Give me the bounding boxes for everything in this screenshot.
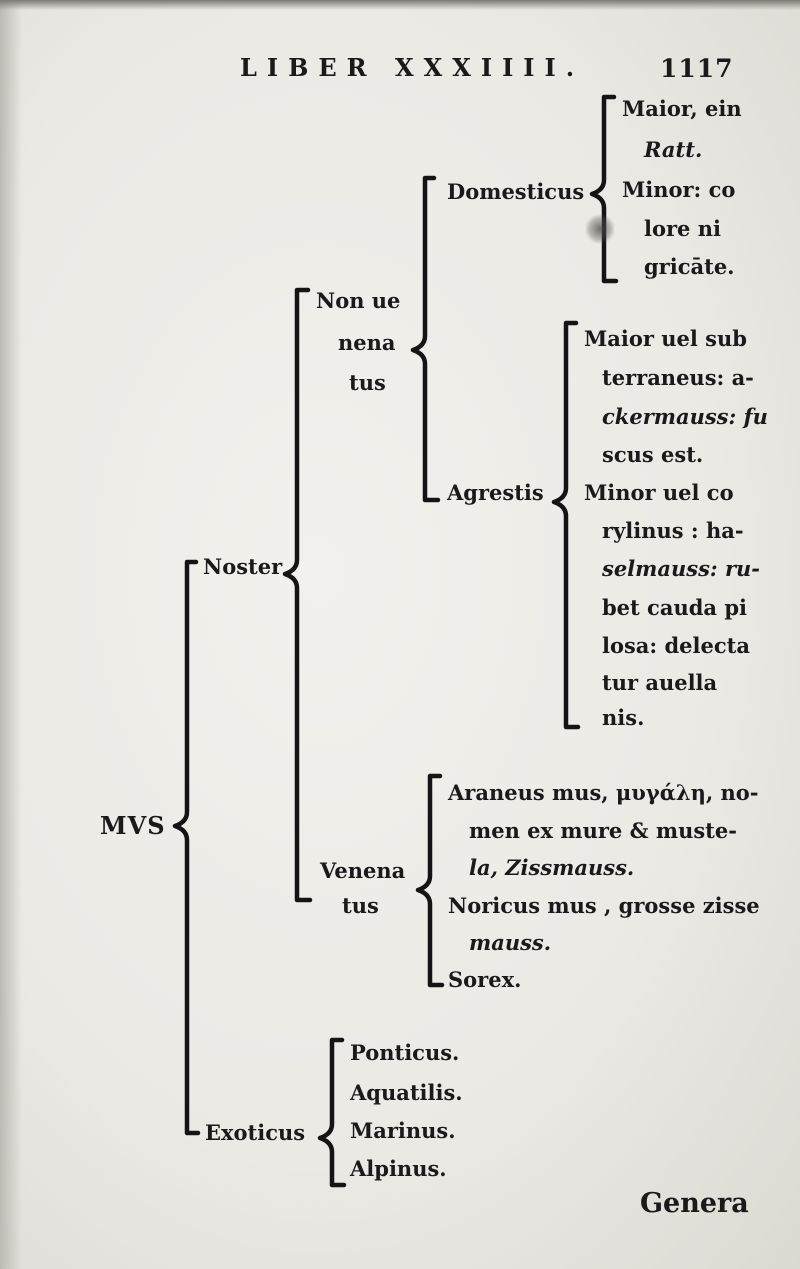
agrestis-minor-line4: bet cauda pi (602, 595, 747, 620)
label-agrestis: Agrestis (447, 480, 544, 505)
label-domesticus: Domesticus (447, 179, 585, 204)
label-exoticus: Exoticus (205, 1120, 306, 1145)
uenenatus-araneus-line1: Araneus mus, μυγάλη, no- (448, 780, 759, 805)
label-uenenatus-line1: Venena (320, 858, 406, 883)
brace-domesticus (592, 97, 616, 281)
page-number: 1117 (660, 54, 734, 83)
exoticus-alpinus: Alpinus. (350, 1156, 447, 1181)
agrestis-maior-line4: scus est. (602, 442, 704, 467)
uenenatus-noricus-line2: mauss. (469, 930, 552, 955)
brace-exoticus (320, 1040, 344, 1185)
label-non-uenenatus-line3: tus (349, 370, 386, 395)
domesticus-minor-line3: gricāte. (644, 254, 735, 279)
root-label-mus: MVS (100, 811, 166, 840)
brace-non-uenenatus (413, 178, 438, 500)
label-noster: Noster (203, 554, 283, 579)
agrestis-maior-line1: Maior uel sub (584, 326, 747, 351)
ink-smudge (585, 214, 615, 244)
domesticus-minor-line2: lore ni (644, 216, 721, 241)
catchword: Genera (640, 1188, 749, 1219)
brace-venenatus (418, 776, 442, 985)
domesticus-maior-line1: Maior, ein (622, 96, 742, 121)
running-title: LIBER XXXIIII. (240, 53, 585, 82)
uenenatus-araneus-line3: la, Zissmauss. (469, 855, 635, 880)
label-uenenatus-line2: tus (342, 893, 379, 918)
label-non-uenenatus-line2: nena (338, 330, 396, 355)
uenenatus-noricus-line1: Noricus mus , grosse zisse (448, 893, 760, 918)
exoticus-marinus: Marinus. (350, 1118, 456, 1143)
domesticus-maior-line2: Ratt. (644, 137, 703, 162)
agrestis-maior-line3: ckermauss: fu (602, 404, 768, 429)
agrestis-minor-line6: tur auella (602, 670, 718, 695)
agrestis-minor-line7: nis. (602, 705, 645, 730)
brace-agrestis (554, 323, 578, 727)
uenenatus-araneus-line2: men ex mure & muste- (469, 818, 737, 843)
brace-mvs (175, 562, 198, 1133)
agrestis-maior-line2: terraneus: a- (602, 365, 754, 390)
exoticus-ponticus: Ponticus. (350, 1040, 460, 1065)
uenenatus-sorex: Sorex. (448, 967, 522, 992)
brace-noster (285, 290, 310, 900)
agrestis-minor-line3: selmauss: ru- (602, 556, 761, 581)
domesticus-minor-line1: Minor: co (622, 177, 736, 202)
agrestis-minor-line1: Minor uel co (584, 480, 734, 505)
agrestis-minor-line5: losa: delecta (602, 633, 750, 658)
agrestis-minor-line2: rylinus : ha- (602, 518, 744, 543)
exoticus-aquatilis: Aquatilis. (350, 1080, 463, 1105)
label-non-uenenatus-line1: Non ue (316, 288, 401, 313)
